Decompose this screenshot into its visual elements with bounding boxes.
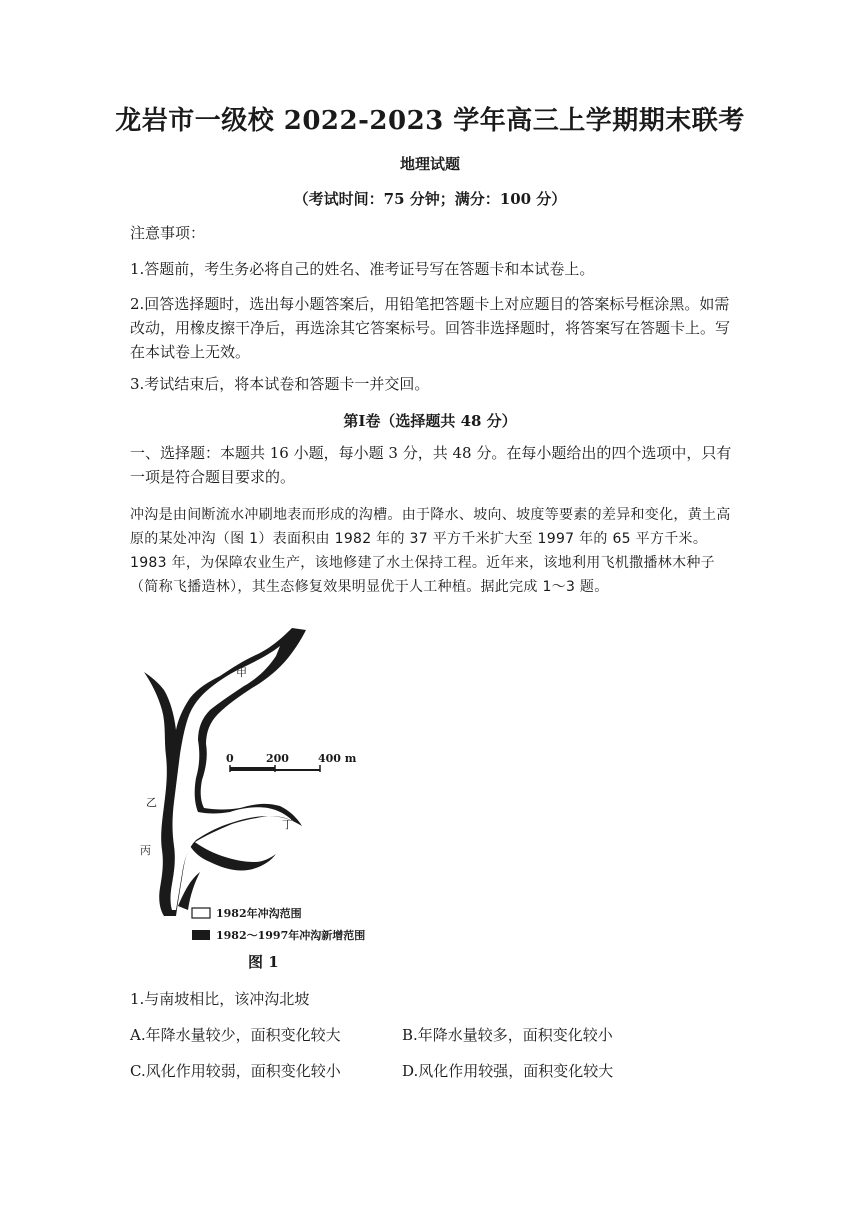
figure-caption: 图 1: [248, 953, 279, 971]
scale-bar: [226, 752, 357, 772]
option-d: D.风化作用较强，面积变化较大: [402, 1062, 614, 1080]
legend-label-new: 1982～1997年冲沟新增范围: [216, 929, 366, 942]
exam-title: 龙岩市一级校 2022-2023 学年高三上学期期末联考: [115, 106, 745, 136]
gully-map: [120, 610, 420, 980]
legend-label-1982: 1982年冲沟范围: [216, 907, 302, 920]
question-1-stem: 1.与南坡相比，该冲沟北坡: [130, 990, 310, 1008]
notes-heading: 注意事项：: [130, 224, 206, 242]
legend-swatch-1982: [192, 908, 210, 918]
note-item: 3.考试结束后，将本试卷和答题卡一并交回。: [130, 375, 430, 393]
scale-label-zero: 0: [226, 752, 234, 765]
exam-time-score: （考试时间：75 分钟；满分：100 分）: [293, 190, 567, 208]
label-bing: 丙: [140, 844, 151, 857]
scale-label-mid: 200: [266, 752, 289, 765]
option-c: C.风化作用较弱，面积变化较小: [130, 1062, 341, 1080]
gully-map-figure: [120, 610, 420, 980]
section-heading: 第Ⅰ卷（选择题共 48 分）: [343, 412, 517, 430]
label-ding: 丁: [282, 818, 293, 831]
option-a: A.年降水量较少，面积变化较大: [130, 1026, 341, 1044]
scale-label-end: 400 m: [318, 752, 357, 765]
gully-1982-area: [171, 646, 295, 910]
label-yi: 乙: [146, 796, 157, 809]
legend-swatch-new: [192, 930, 210, 940]
subject-title: 地理试题: [399, 155, 460, 173]
reading-passage: 冲沟是由间断流水冲刷地表而形成的沟槽。由于降水、坡向、坡度等要素的差异和变化，黄土高原的某处冲沟（图 1）表面积由 1982 年的 37 平方千米扩大至 1997 年的 65 平方千米。1983 年，为保障农业生产，该地修建了水土保持工程。近年来，该地利用飞机撒播林木种子（简称飞播造林），其生态修复效果明显优于人工种植。据此完成 1～3 题。: [130, 507, 731, 595]
note-item: 2.回答选择题时，选出每小题答案后，用铅笔把答题卡上对应题目的答案标号框涂黑。如需改动，用橡皮擦干净后，再选涂其它答案标号。回答非选择题时，将答案写在答题卡上。写在本试卷上无效。: [130, 295, 731, 361]
map-legend: [192, 906, 365, 942]
note-item: 1.答题前，考生务必将自己的姓名、准考证号写在答题卡和本试卷上。: [130, 260, 595, 278]
section-instructions: 一、选择题：本题共 16 小题，每小题 3 分，共 48 分。在每小题给出的四个选项中，只有一项是符合题目要求的。: [130, 444, 732, 486]
option-b: B.年降水量较多，面积变化较小: [402, 1026, 613, 1044]
gully-new-area: [144, 628, 306, 916]
label-jia: 甲: [236, 666, 247, 679]
